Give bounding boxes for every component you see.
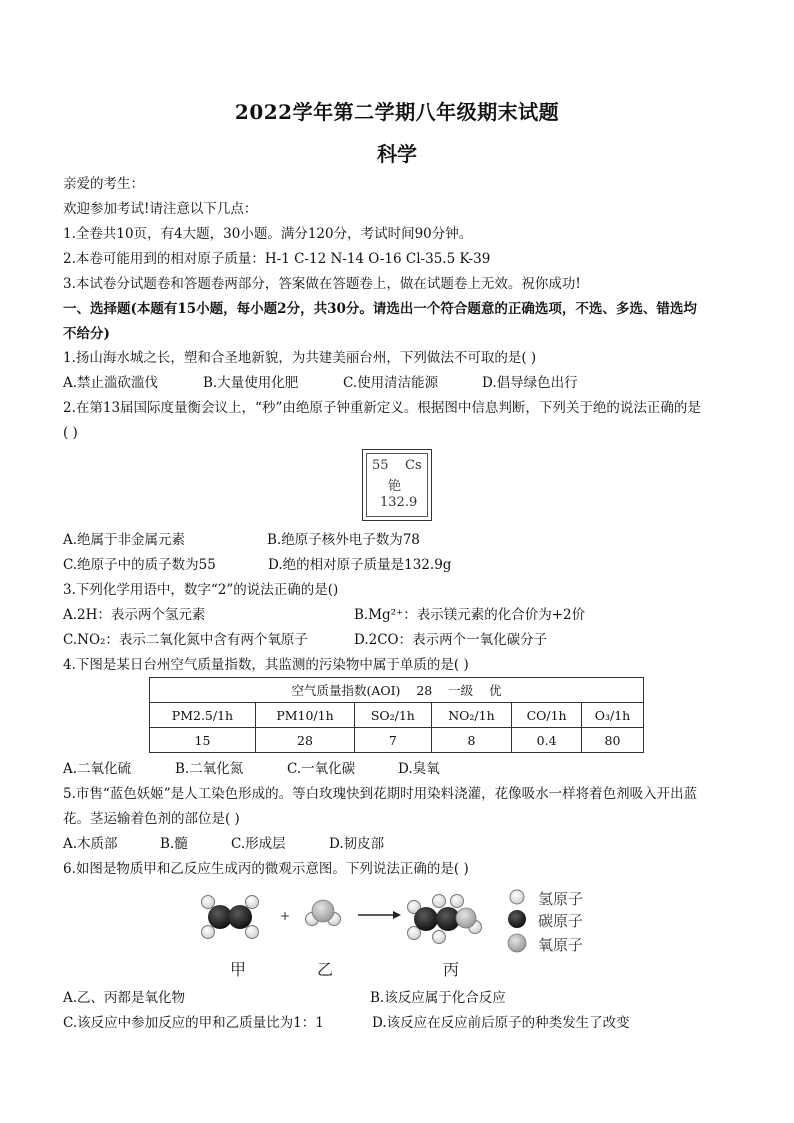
question-3-stem: 3.下列化学用语中，数字“2”的说法正确的是() <box>63 582 339 598</box>
table-value-cell: 7 <box>355 728 432 753</box>
question-2-stem: 2.在第13届国际度量衡会议上，“秒”由绝原子钟重新定义。根据图中信息判断，下列关于绝的说法正确的是 <box>63 400 701 416</box>
legend-carbon-label: 碳原子 <box>538 912 584 930</box>
q3-option-b: B.Mg²⁺：表示镁元素的化合价为+2价 <box>354 607 586 623</box>
question-5-stem-cont: 花。茎运输着色剂的部位是( ) <box>63 811 240 827</box>
table-value-cell: 80 <box>581 728 643 753</box>
table-value-cell: 15 <box>150 728 256 753</box>
q4-option-d: D.臭氧 <box>398 761 440 777</box>
table-value-cell: 0.4 <box>512 728 582 753</box>
q3-option-a: A.2H：表示两个氢元素 <box>63 607 206 623</box>
question-2-stem-cont: ( ) <box>63 425 78 441</box>
table-header-cell: CO/1h <box>512 703 582 728</box>
q5-option-b: B.髓 <box>160 836 188 852</box>
table-value-cell: 8 <box>431 728 512 753</box>
q3-option-c: C.NO₂：表示二氧化氮中含有两个氧原子 <box>63 632 308 648</box>
question-6-stem: 6.如图是物质甲和乙反应生成丙的微观示意图。下列说法正确的是( ) <box>63 861 469 877</box>
table-header-row <box>150 703 644 728</box>
table-value-cell: 28 <box>255 728 354 753</box>
q6-option-d: D.该反应在反应前后原子的种类发生了改变 <box>372 1015 630 1031</box>
intro-note-2: 2.本卷可能用到的相对原子质量：H-1 C-12 N-14 O-16 Cl-35.5 K-39 <box>63 251 491 267</box>
q5-option-a: A.木质部 <box>63 836 118 852</box>
question-5-stem: 5.市售“蓝色妖姬”是人工染色形成的。等白玫瑰快到花期时用染料浇灌，花像吸水一样将着色剂吸入开出蓝 <box>63 786 698 802</box>
table-header-cell: SO₂/1h <box>355 703 432 728</box>
label-bing: 丙 <box>443 960 460 979</box>
q2-option-a: A.绝属于非金属元素 <box>63 532 186 548</box>
q2-option-b: B.绝原子核外电子数为78 <box>267 532 420 548</box>
cesium-element-card <box>362 449 432 521</box>
q4-option-b: B.二氧化氮 <box>175 761 244 777</box>
table-value-row <box>150 728 644 753</box>
question-1-stem: 1.扬山海水城之长，塑和合圣地新貌，为共建美丽台州，下列做法不可取的是( ) <box>63 350 537 366</box>
label-jia: 甲 <box>230 960 247 979</box>
q2-option-c: C.绝原子中的质子数为55 <box>63 557 216 573</box>
q4-option-c: C.一氧化碳 <box>287 761 356 777</box>
legend-markers <box>508 890 526 952</box>
table-caption: 空气质量指数(AOI) 28 一级 优 <box>150 678 644 703</box>
molecule-jia <box>202 896 259 939</box>
plus-sign: + <box>280 909 291 923</box>
question-4-stem: 4.下图是某日台州空气质量指数，其监测的污染物中属于单质的是( ) <box>63 657 469 673</box>
exam-title: 2022学年第二学期八年级期末试题 <box>234 100 560 124</box>
atomic-number: 55 <box>372 458 389 473</box>
q6-option-b: B.该反应属于化合反应 <box>370 990 506 1006</box>
section-heading: 一、选择题(本题有15小题，每小题2分，共30分。请选出一个符合题意的正确选项，不选、多选、错选均 <box>63 301 697 317</box>
molecule-bing <box>408 895 482 944</box>
q6-option-c: C.该反应中参加反应的甲和乙质量比为1：1 <box>63 1015 324 1031</box>
q1-option-a: A.禁止滥砍滥伐 <box>63 375 159 391</box>
table-caption-row <box>150 678 644 703</box>
q1-option-d: D.倡导绿色出行 <box>482 375 578 391</box>
legend-oxygen-marker <box>508 934 526 952</box>
q6-option-a: A.乙、丙都是氧化物 <box>63 990 186 1006</box>
q5-option-c: C.形成层 <box>231 836 286 852</box>
intro-note-3: 3.本试卷分试题卷和答题卷两部分，答案做在答题卷上，做在试题卷上无效。祝你成功! <box>63 276 581 292</box>
table-header-cell: PM2.5/1h <box>150 703 256 728</box>
legend-hydrogen-marker <box>510 890 524 904</box>
intro-greeting: 亲爱的考生： <box>63 176 144 192</box>
table-header-cell: O₃/1h <box>581 703 643 728</box>
air-quality-table <box>149 677 644 753</box>
intro-note-1: 1.全卷共10页，有4大题，30小题。满分120分，考试时间90分钟。 <box>63 226 473 242</box>
intro-welcome: 欢迎参加考试!请注意以下几点： <box>63 201 258 217</box>
label-yi: 乙 <box>317 960 334 979</box>
reaction-arrow <box>358 911 401 919</box>
q1-option-b: B.大量使用化肥 <box>203 375 299 391</box>
table-header-cell: PM10/1h <box>255 703 354 728</box>
subject-title: 科学 <box>377 142 417 166</box>
atomic-mass: 132.9 <box>380 495 418 510</box>
q2-option-d: D.绝的相对原子质量是132.9g <box>268 557 452 573</box>
table-header-cell: NO₂/1h <box>431 703 512 728</box>
q5-option-d: D.韧皮部 <box>329 836 385 852</box>
legend-hydrogen-label: 氢原子 <box>538 890 584 908</box>
element-symbol: Cs <box>405 458 422 473</box>
section-heading-cont: 不给分) <box>63 326 110 342</box>
legend-carbon-marker <box>508 910 526 928</box>
q3-option-d: D.2CO：表示两个一氧化碳分子 <box>354 632 548 648</box>
legend-oxygen-label: 氧原子 <box>538 936 584 954</box>
q4-option-a: A.二氧化硫 <box>63 761 132 777</box>
element-name: 铯 <box>388 479 402 494</box>
q1-option-c: C.使用清洁能源 <box>343 375 439 391</box>
reaction-diagram <box>195 887 605 986</box>
molecule-yi <box>306 900 341 926</box>
